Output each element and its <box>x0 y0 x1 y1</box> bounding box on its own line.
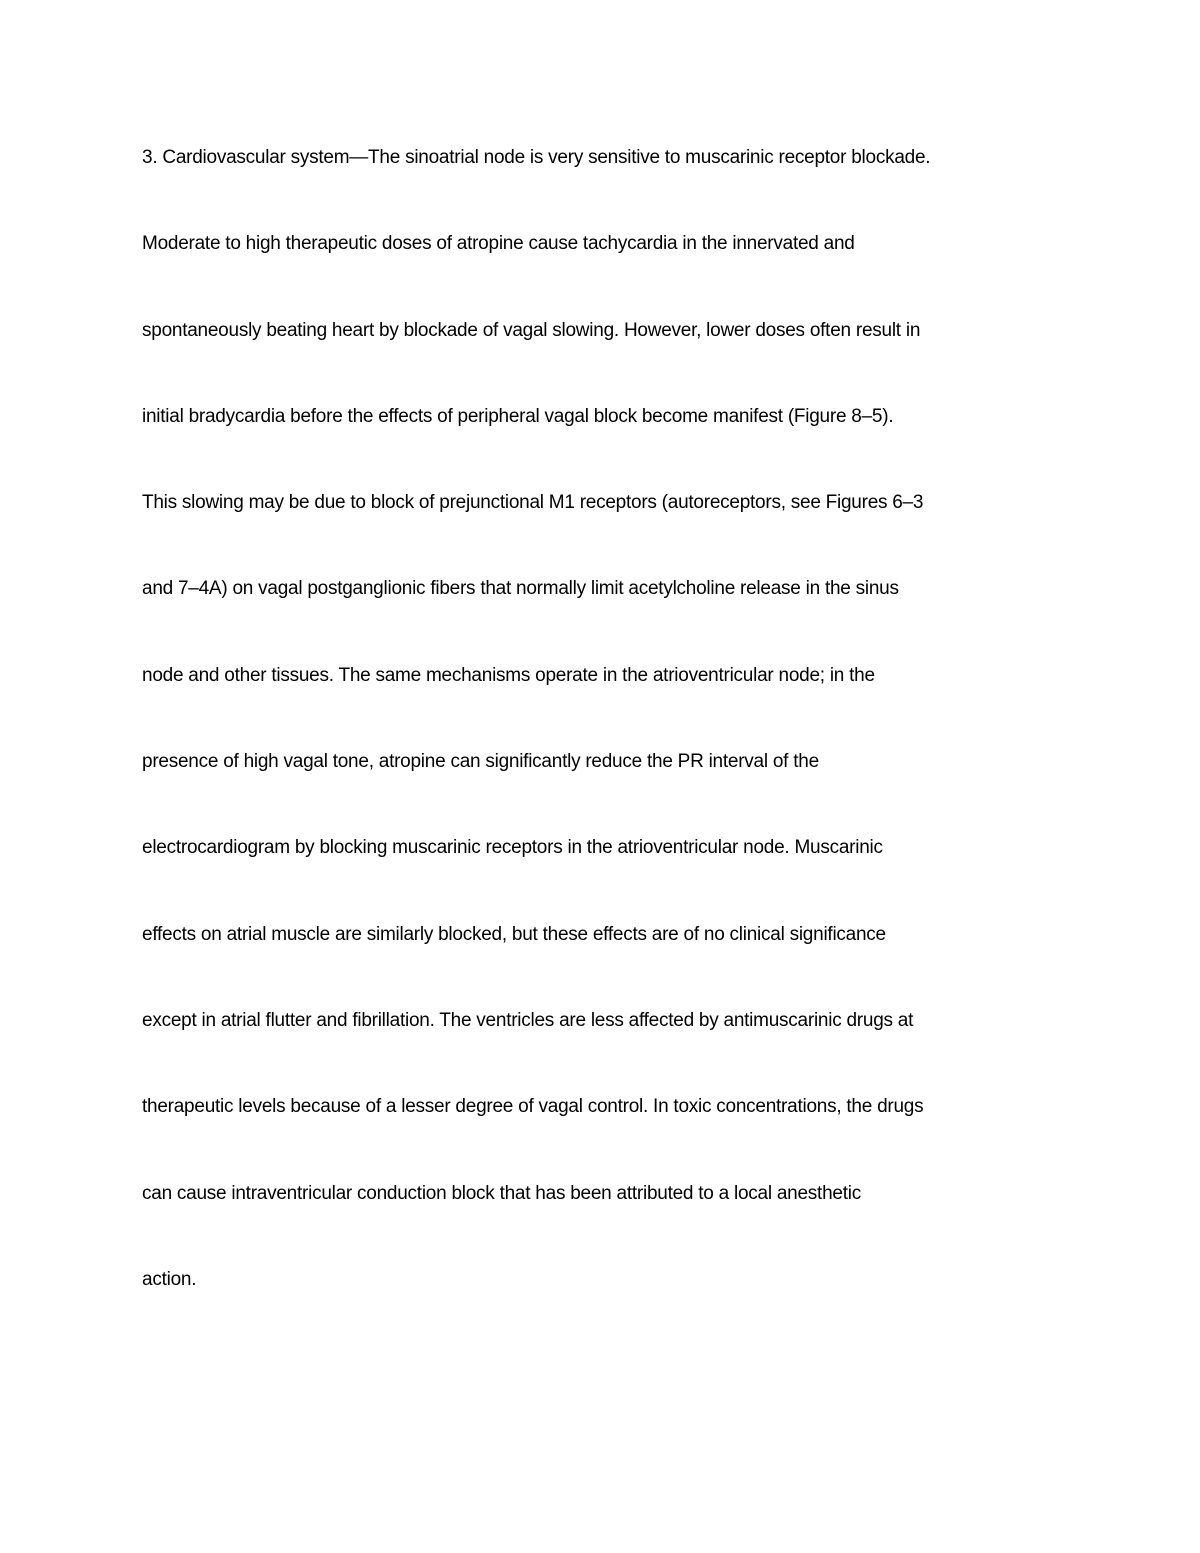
text-line: action. <box>142 1268 197 1290</box>
text-line: This slowing may be due to block of prejunctional M1 receptors (autoreceptors, see Figures 6–3 <box>142 492 924 514</box>
text-line: spontaneously beating heart by blockade of vagal slowing. However, lower doses often result in <box>142 319 921 341</box>
text-line: and 7–4A) on vagal postganglionic fibers that normally limit acetylcholine release in the sinus <box>142 578 899 600</box>
text-line: presence of high vagal tone, atropine can significantly reduce the PR interval of the <box>142 751 819 773</box>
text-line: 3. Cardiovascular system—The sinoatrial node is very sensitive to muscarinic receptor blockade. <box>142 147 931 168</box>
text-line: effects on atrial muscle are similarly blocked, but these effects are of no clinical significance <box>142 923 886 945</box>
text-line: can cause intraventricular conduction block that has been attributed to a local anesthetic <box>142 1182 861 1204</box>
text-line: initial bradycardia before the effects of peripheral vagal block become manifest (Figure 8–5). <box>142 405 894 427</box>
body-paragraph <box>142 138 1082 1346</box>
text-line: node and other tissues. The same mechanisms operate in the atrioventricular node; in the <box>142 664 875 686</box>
text-line: Moderate to high therapeutic doses of atropine cause tachycardia in the innervated and <box>142 233 855 255</box>
text-line: therapeutic levels because of a lesser degree of vagal control. In toxic concentrations, the drugs <box>142 1096 924 1118</box>
text-line: electrocardiogram by blocking muscarinic receptors in the atrioventricular node. Muscarinic <box>142 837 883 859</box>
text-line: except in atrial flutter and fibrillation. The ventricles are less affected by antimuscarinic drugs at <box>142 1009 914 1031</box>
